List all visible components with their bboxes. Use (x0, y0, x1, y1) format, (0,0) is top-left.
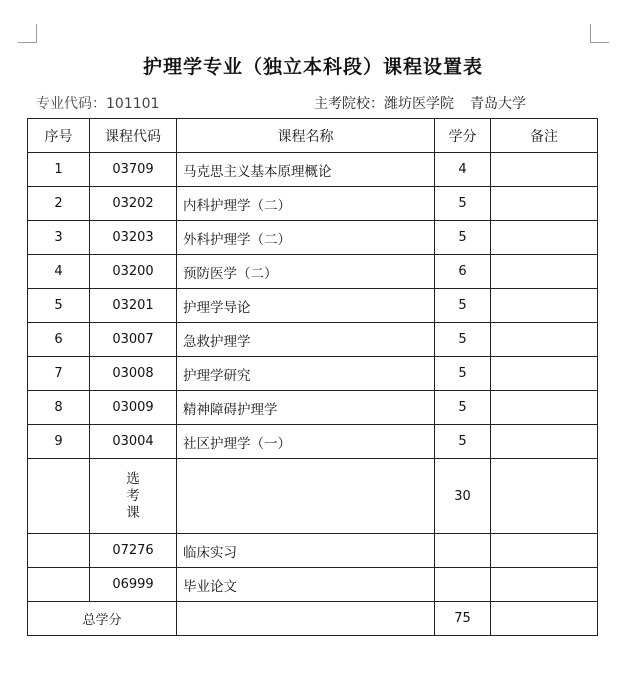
exam-school-secondary: 青岛大学 (470, 96, 526, 112)
course-name: 毕业论文 (177, 568, 435, 602)
table-row (28, 391, 598, 425)
course-name: 临床实习 (177, 534, 435, 568)
course-note (491, 534, 598, 568)
elective-credit: 30 (435, 459, 491, 534)
row-number: 5 (28, 289, 90, 323)
course-note (491, 153, 598, 187)
table-row (28, 534, 598, 568)
page-corner-mark-top-right (590, 24, 609, 43)
major-code: 专业代码：101101 (36, 96, 160, 112)
table-row (28, 357, 598, 391)
row-number: 1 (28, 153, 90, 187)
course-code: 03007 (90, 323, 177, 357)
course-name: 护理学研究 (177, 357, 435, 391)
course-code: 03203 (90, 221, 177, 255)
page-corner-mark-top-left (18, 24, 37, 43)
table-row (28, 289, 598, 323)
row-number: 2 (28, 187, 90, 221)
course-name: 急救护理学 (177, 323, 435, 357)
exam-schools (314, 93, 526, 113)
course-note (491, 255, 598, 289)
course-name: 社区护理学（一） (177, 425, 435, 459)
header-no: 序号 (28, 119, 90, 153)
row-number: 9 (28, 425, 90, 459)
table-row (28, 153, 598, 187)
document-title: 护理学专业（独立本科段）课程设置表 (142, 56, 483, 78)
table-row (28, 323, 598, 357)
course-code: 03004 (90, 425, 177, 459)
table-row (28, 568, 598, 602)
total-name-cell (177, 602, 435, 636)
course-note (491, 323, 598, 357)
course-credit (435, 534, 491, 568)
elective-note-cell (491, 459, 598, 534)
course-code: 07276 (90, 534, 177, 568)
elective-no-cell (28, 459, 90, 534)
course-credit: 5 (435, 357, 491, 391)
course-note (491, 425, 598, 459)
course-note (491, 357, 598, 391)
course-note (491, 391, 598, 425)
header-credit: 学分 (435, 119, 491, 153)
course-note (491, 568, 598, 602)
elective-row (28, 459, 598, 534)
table-row (28, 221, 598, 255)
course-name: 外科护理学（二） (177, 221, 435, 255)
table-row (28, 425, 598, 459)
total-row (28, 602, 598, 636)
course-code: 06999 (90, 568, 177, 602)
course-credit: 5 (435, 323, 491, 357)
course-name: 护理学导论 (177, 289, 435, 323)
course-name: 内科护理学（二） (177, 187, 435, 221)
course-code: 03008 (90, 357, 177, 391)
total-note-cell (491, 602, 598, 636)
course-credit: 5 (435, 289, 491, 323)
course-credit: 4 (435, 153, 491, 187)
elective-label: 选考课 (126, 470, 140, 521)
course-code: 03200 (90, 255, 177, 289)
header-code: 课程代码 (90, 119, 177, 153)
course-table (27, 118, 598, 636)
header-note: 备注 (491, 119, 598, 153)
course-credit: 5 (435, 187, 491, 221)
extra-no-cell (28, 568, 90, 602)
course-name: 精神障碍护理学 (177, 391, 435, 425)
course-credit: 5 (435, 425, 491, 459)
total-credit: 75 (435, 602, 491, 636)
exam-school-primary: 主考院校：潍坊医学院 (314, 96, 454, 112)
course-name: 马克思主义基本原理概论 (177, 153, 435, 187)
course-code: 03709 (90, 153, 177, 187)
course-code: 03009 (90, 391, 177, 425)
row-number: 3 (28, 221, 90, 255)
row-number: 8 (28, 391, 90, 425)
total-label: 总学分 (28, 602, 177, 636)
course-credit: 5 (435, 391, 491, 425)
table-row (28, 187, 598, 221)
course-note (491, 187, 598, 221)
elective-name-cell (177, 459, 435, 534)
course-code: 03201 (90, 289, 177, 323)
row-number: 7 (28, 357, 90, 391)
table-header-row (28, 119, 598, 153)
row-number: 4 (28, 255, 90, 289)
header-name: 课程名称 (177, 119, 435, 153)
row-number: 6 (28, 323, 90, 357)
course-code: 03202 (90, 187, 177, 221)
table-row (28, 255, 598, 289)
course-credit: 6 (435, 255, 491, 289)
extra-no-cell (28, 534, 90, 568)
course-credit (435, 568, 491, 602)
course-name: 预防医学（二） (177, 255, 435, 289)
course-note (491, 289, 598, 323)
elective-label-cell (90, 459, 177, 534)
course-note (491, 221, 598, 255)
course-credit: 5 (435, 221, 491, 255)
